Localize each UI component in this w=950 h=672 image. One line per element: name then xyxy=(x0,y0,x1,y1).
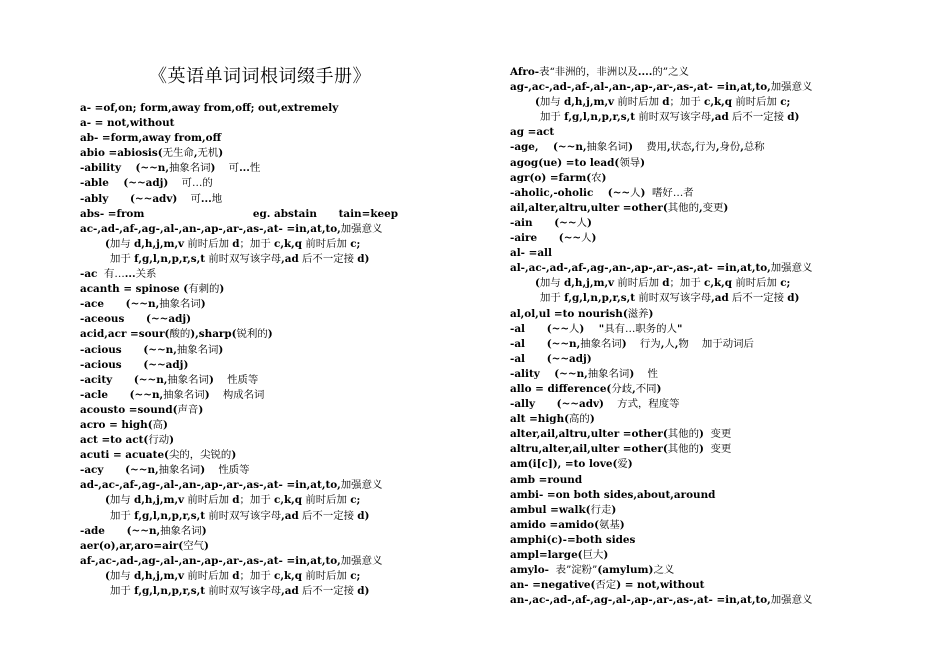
entry-line: -acy (~~n,抽象名词) 性质等 xyxy=(80,464,250,477)
entry-line: aer(o),ar,aro=air(空气) xyxy=(80,539,209,552)
entry-line: amb =round xyxy=(510,473,583,486)
entry-line: 加于 f,g,l,n,p,r,s,t 前时双写该字母,ad 后不一定接 d) xyxy=(540,292,800,305)
entry-line: Afro-表“非洲的，非洲以及....的”之义 xyxy=(510,66,689,78)
entry-line: -al (~~人) "具有…职务的人" xyxy=(510,322,683,335)
entry-line: af-,ac-,ad-,ag-,al-,an-,ap-,ar-,as-,at- =in,at,to,加强意义 xyxy=(80,554,383,567)
entry-line: abs- =from eg. abstain tain=keep xyxy=(80,207,399,220)
entry-line: 加于 f,g,l,n,p,r,s,t 前时双写该字母,ad 后不一定接 d) xyxy=(540,111,800,124)
entry-line: -al (~~n,抽象名词) 行为,人,物 加于动词后 xyxy=(510,337,754,350)
entry-line: al- =all xyxy=(510,247,552,260)
entry-line: -ability (~~n,抽象名词) 可...性 xyxy=(80,162,261,175)
entry-line: -able (~~adj) 可…的 xyxy=(80,177,213,190)
entry-line: acro = high(高) xyxy=(80,418,168,431)
entry-line: -acious (~~n,抽象名词) xyxy=(80,343,224,356)
entry-line: 加于 f,g,l,n,p,r,s,t 前时双写该字母,ad 后不一定接 d) xyxy=(110,509,370,522)
entry-line: alter,ail,altru,ulter =other(其他的) 变更 xyxy=(510,428,732,441)
entry-line: acousto =sound(声音) xyxy=(80,403,204,416)
entry-line: -ality (~~n,抽象名词) 性 xyxy=(510,367,658,380)
entry-line: amido =amido(氨基) xyxy=(510,518,625,531)
entry-line: amphi(c)-=both sides xyxy=(510,533,636,546)
entry-line: -aceous (~~adj) xyxy=(80,313,192,326)
entry-line: ail,alter,altru,ulter =other(其他的,变更) xyxy=(510,201,729,214)
entry-line: amylo- 表”淀粉”(amylum)之义 xyxy=(510,564,675,577)
entry-line: (加与 d,h,j,m,v 前时后加 d；加于 c,k,q 前时后加 c; xyxy=(105,237,361,250)
entry-line: 加于 f,g,l,n,p,r,s,t 前时双写该字母,ad 后不一定接 d) xyxy=(110,252,370,265)
entry-line: -aire (~~人) xyxy=(510,232,597,245)
entry-line: an- =negative(否定) = not,without xyxy=(510,579,705,592)
entry-line: -ace (~~n,抽象名词) xyxy=(80,298,206,311)
entry-line: -ac 有…...关系 xyxy=(80,268,157,281)
entry-line: -acity (~~n,抽象名词) 性质等 xyxy=(80,373,259,386)
entry-line: -ably (~~adv) 可...地 xyxy=(80,192,223,205)
entry-line: -acious (~~adj) xyxy=(80,358,189,371)
entry-line: ag-,ac-,ad-,af-,al-,an-,ap-,ar-,as-,at- =in,at,to,加强意义 xyxy=(510,81,813,94)
entry-line: act =to act(行动) xyxy=(80,434,175,447)
entry-line: -age, (~~n,抽象名词) 费用,状态,行为,身份,总称 xyxy=(510,141,765,154)
entry-line: altru,alter,ail,ulter =other(其他的) 变更 xyxy=(510,443,732,456)
entry-line: -ain (~~人) xyxy=(510,216,592,229)
right-column xyxy=(510,65,930,608)
entry-line: ambul =walk(行走) xyxy=(510,503,617,516)
entry-line: acanth = spinose (有刺的) xyxy=(80,283,225,296)
entry-line: -ade (~~n,抽象名词) xyxy=(80,524,207,537)
entry-line: a- =of,on; form,away from,off; out,extremely xyxy=(80,102,339,114)
entry-line: agr(o) =farm(农) xyxy=(510,171,607,184)
entry-line: (加与 d,h,j,m,v 前时后加 d；加于 c,k,q 前时后加 c; xyxy=(535,277,791,290)
entry-line: alt =high(高的) xyxy=(510,413,595,426)
entry-line: (加与 d,h,j,m,v 前时后加 d；加于 c,k,q 前时后加 c; xyxy=(535,96,791,109)
entry-line: acid,acr =sour(酸的),sharp(锐利的) xyxy=(80,328,273,341)
entry-line: ab- =form,away from,off xyxy=(80,132,222,145)
entry-line: ad-,ac-,af-,ag-,al-,an-,ap-,ar-,as-,at- =in,at,to,加强意义 xyxy=(80,479,383,492)
entry-line: -ally (~~adv) 方式，程度等 xyxy=(510,398,680,411)
entry-line: -acle (~~n,抽象名词) 构成名词 xyxy=(80,388,265,401)
entry-line: 加于 f,g,l,n,p,r,s,t 前时双写该字母,ad 后不一定接 d) xyxy=(110,585,370,597)
document-title: 《英语单词词根词缀手册》 xyxy=(149,66,371,87)
entry-line: ag =act xyxy=(510,126,555,139)
entry-line: abio =abiosis(无生命,无机) xyxy=(80,147,224,160)
left-column xyxy=(80,101,500,599)
entry-line: acuti = acuate(尖的，尖锐的) xyxy=(80,449,237,462)
entry-line: am(i[c]), =to love(爱) xyxy=(510,458,633,471)
entry-line: -al (~~adj) xyxy=(510,352,592,365)
entry-line: ampl=large(巨大) xyxy=(510,549,609,561)
entry-line: al-,ac-,ad-,af-,ag-,an-,ap-,ar-,as-,at- =in,at,to,加强意义 xyxy=(510,262,813,275)
entry-line: -aholic,-oholic (~~人) 嗜好…者 xyxy=(510,186,694,199)
entry-line: agog(ue) =to lead(领导) xyxy=(510,156,646,169)
entry-line: a- = not,without xyxy=(80,117,175,130)
entry-line: (加与 d,h,j,m,v 前时后加 d；加于 c,k,q 前时后加 c; xyxy=(105,494,361,507)
entry-line: ambi- =on both sides,about,around xyxy=(510,488,716,501)
entry-line: allo = difference(分歧,不同) xyxy=(510,382,662,395)
entry-line: an-,ac-,ad-,af-,ag-,al-,ap-,ar-,as-,at- =in,at,to,加强意义 xyxy=(510,594,813,607)
entry-line: al,ol,ul =to nourish(滋养) xyxy=(510,307,654,320)
entry-line: (加与 d,h,j,m,v 前时后加 d；加于 c,k,q 前时后加 c; xyxy=(105,569,361,582)
entry-line: ac-,ad-,af-,ag-,al-,an-,ap-,ar-,as-,at- =in,at,to,加强意义 xyxy=(80,222,383,235)
